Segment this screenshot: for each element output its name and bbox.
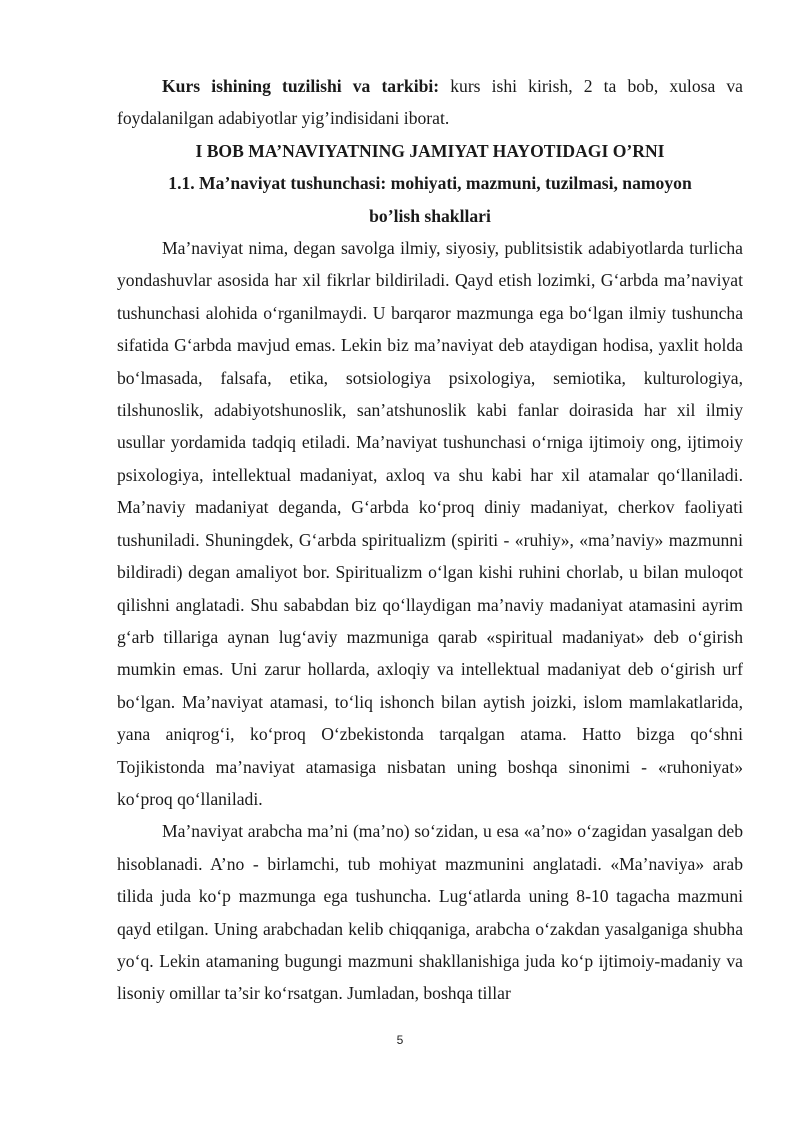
document-page bbox=[117, 70, 743, 1010]
intro-text: kurs ishi kirish, 2 ta bob, xulosa va foydalanilgan adabiyotlar yig’indisidani iborat. bbox=[117, 76, 743, 129]
section-title: 1.1. Ma’naviyat tushunchasi: mohiyati, mazmuni, tuzilmasi, namoyon bo’lish shakllari bbox=[168, 173, 692, 226]
intro-paragraph bbox=[117, 70, 743, 135]
body-paragraph: Ma’naviyat nima, degan savolga ilmiy, siyosiy, publitsistik adabiyotlarda turlicha yondashuvlar asosida har xil fikrlar bildiriladi. Qayd etish lozimki, G‘arbda ma’naviyat tushunchasi alohida o‘rganilmaydi. U barqaror mazmunga ega bo‘lgan ilmiy tushuncha sifatida G‘arbda mavjud emas. Lekin biz ma’naviyat deb ataydigan hodisa, yaxlit holda bo‘lmasada, falsafa, etika, sotsiologiya psixologiya, semiotika, kulturologiya, tilshunoslik, adabiyotshunoslik, san’atshunoslik kabi fanlar doirasida har xil ilmiy usullar yordamida tadqiq etiladi. Ma’naviyat tushunchasi o‘rniga ijtimoiy ong, ijtimoiy psixologiya, intellektual madaniyat, axloq va shu kabi har xil atamalar qo‘llaniladi. Ma’naviy madaniyat deganda, G‘arbda ko‘proq diniy madaniyat, cherkov faoliyati tushuniladi. Shuningdek, G‘arbda spiritualizm (spiriti - «ruhiy», «ma’naviy» mazmunni bildiradi) degan amaliyot bor. Spiritualizm o‘lgan kishi ruhini chorlab, u bilan muloqot qilishni anglatadi. Shu sababdan biz qo‘llaydigan ma’naviy madaniyat atamasini ayrim g‘arb tillariga aynan lug‘aviy mazmuniga qarab «spiritual madaniyat» deb o‘girish mumkin emas. Uni zarur hollarda, axloqiy va intellektual madaniyat deb o‘girish urf bo‘lgan. Ma’naviyat atamasi, to‘liq ishonch bilan aytish joizki, islom mamlakatlarida, yana aniqrog‘i, ko‘proq O‘zbekistonda tarqalgan atama. Hatto bizga qo‘shni Tojikistonda ma’naviyat atamasiga nisbatan uning boshqa sinonimi - «ruhoniyat» ko‘proq qo‘llaniladi. bbox=[117, 238, 743, 809]
intro-lead: Kurs ishining tuzilishi va tarkibi: bbox=[162, 76, 440, 96]
page-number: 5 bbox=[396, 1033, 404, 1047]
chapter-title: I BOB MA’NAVIYATNING JAMIYAT HAYOTIDAGI O’RNI bbox=[195, 140, 665, 161]
body-paragraph: Ma’naviyat arabcha ma’ni (ma’no) so‘zidan, u esa «a’no» o‘zagidan yasalgan deb hisoblanadi. A’no - birlamchi, tub mohiyat mazmunini anglatadi. «Ma’naviya» arab tilida juda ko‘p mazmunga ega tushuncha. Lug‘atlarda uning 8-10 tagacha mazmuni qayd etilgan. Uning arabchadan kelib chiqqaniga, arabcha o‘zakdan yasalganiga shubha yo‘q. Lekin atamaning bugungi mazmuni shakllanishiga juda ko‘p ijtimoiy-madaniy va lisoniy omillar ta’sir ko‘rsatgan. Jumladan, boshqa tillar bbox=[117, 821, 743, 1004]
